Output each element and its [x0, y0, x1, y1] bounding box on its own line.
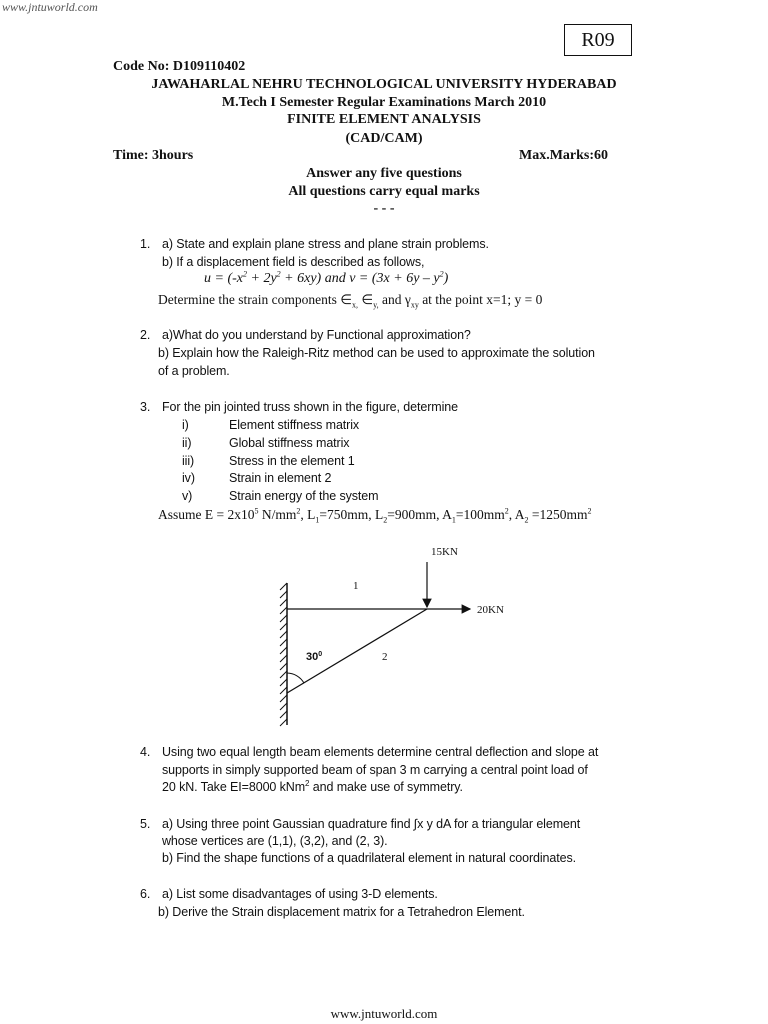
q2-part-b-line-1: b) Explain how the Raleigh-Ritz method can be used to approximate the solution	[158, 346, 595, 360]
q3-item-num: iv)	[182, 471, 195, 485]
q3-assume: Assume $E = 2x10^5$ $N/mm^2$, $L_1=750mm$, $L_2=900mm$, $A_1=100mm^2$, $A_2 =1250mm^2$	[158, 506, 592, 525]
q5-part-b: b) Find the shape functions of a quadrilateral element in natural coordinates.	[162, 851, 576, 865]
q4-number: 4.	[140, 745, 151, 759]
q3-item-num: v)	[182, 489, 193, 503]
q3-item-text: Stress in the element 1	[229, 454, 355, 468]
q1-number: 1.	[140, 237, 151, 251]
university-name: JAWAHARLAL NEHRU TECHNOLOGICAL UNIVERSITY HYDERABAD	[151, 77, 617, 92]
q5-number: 5.	[140, 817, 151, 831]
q2-part-b-line-2: of a problem.	[158, 364, 230, 378]
q5-part-a-line-1: a) Using three point Gaussian quadrature find ∫x y dA for a triangular element	[162, 817, 581, 831]
wall-hatching	[280, 583, 287, 726]
angle-label: $30^0$	[306, 651, 323, 663]
q3-item-num: iii)	[182, 454, 195, 468]
q6-number: 6.	[140, 887, 151, 901]
member-2-label: 2	[382, 651, 388, 663]
truss-figure	[240, 540, 540, 730]
q3-item-text: Strain energy of the system	[229, 489, 379, 503]
regulation-badge: R09	[564, 24, 632, 56]
subject-title: FINITE ELEMENT ANALYSIS	[287, 112, 481, 127]
q2-number: 2.	[140, 328, 151, 342]
q4-line-2: supports in simply supported beam of span 3 m carrying a central point load of	[162, 763, 588, 777]
exam-title: M.Tech I Semester Regular Examinations March 2010	[221, 95, 547, 110]
branch-title: (CAD/CAM)	[345, 131, 423, 146]
q3-item-text: Element stiffness matrix	[229, 418, 360, 432]
code-number: Code No: D109110402	[113, 59, 246, 74]
q3-intro: For the pin jointed truss shown in the figure, determine	[162, 400, 458, 414]
instruction-line-1: Answer any five questions	[306, 166, 462, 181]
q6-part-a: a) List some disadvantages of using 3-D elements.	[162, 887, 438, 901]
q3-item-text: Global stiffness matrix	[229, 436, 350, 450]
watermark: www.jntuworld.com	[2, 0, 98, 14]
q3-number: 3.	[140, 400, 151, 414]
q3-item-num: i)	[182, 418, 189, 432]
q2-part-a: a)What do you understand by Functional approximation?	[162, 328, 471, 342]
q4-line-1: Using two equal length beam elements determine central deflection and slope at	[162, 745, 599, 759]
q1-part-a: a) State and explain plane stress and plane strain problems.	[162, 237, 489, 251]
time-label: Time: 3hours	[113, 148, 194, 163]
q3-item-num: ii)	[182, 436, 192, 450]
q3-item-text: Strain in element 2	[229, 471, 332, 485]
q1-determine: Determine the strain components $\in_{x,}$ $\in_{y,}$ and $\gamma_{xy}$ at the point x=1; y = 0	[158, 292, 543, 310]
member-1-label: 1	[353, 580, 359, 592]
q5-part-a-line-2: whose vertices are (1,1), (3,2), and (2, 3).	[162, 834, 388, 848]
load-15kn-label: 15KN	[431, 546, 458, 558]
q4-line-3: 20 kN. Take EI=8000 kNm$^2$ and make use of symmetry.	[162, 778, 463, 794]
max-marks-label: Max.Marks:60	[519, 148, 609, 163]
instruction-line-2: All questions carry equal marks	[288, 184, 480, 199]
footer-url[interactable]: www.jntuworld.com	[330, 1006, 438, 1021]
q1-part-b: b) If a displacement field is described as follows,	[162, 255, 425, 269]
angle-arc	[287, 673, 304, 683]
separator: - - -	[373, 201, 395, 216]
q6-part-b: b) Derive the Strain displacement matrix for a Tetrahedron Element.	[158, 905, 525, 919]
q1-equation: $u = (-x^2 + 2y^2 + 6xy)$ and $v = (3x + 6y - y^2)$	[204, 269, 449, 286]
load-20kn-label: 20KN	[477, 604, 504, 616]
